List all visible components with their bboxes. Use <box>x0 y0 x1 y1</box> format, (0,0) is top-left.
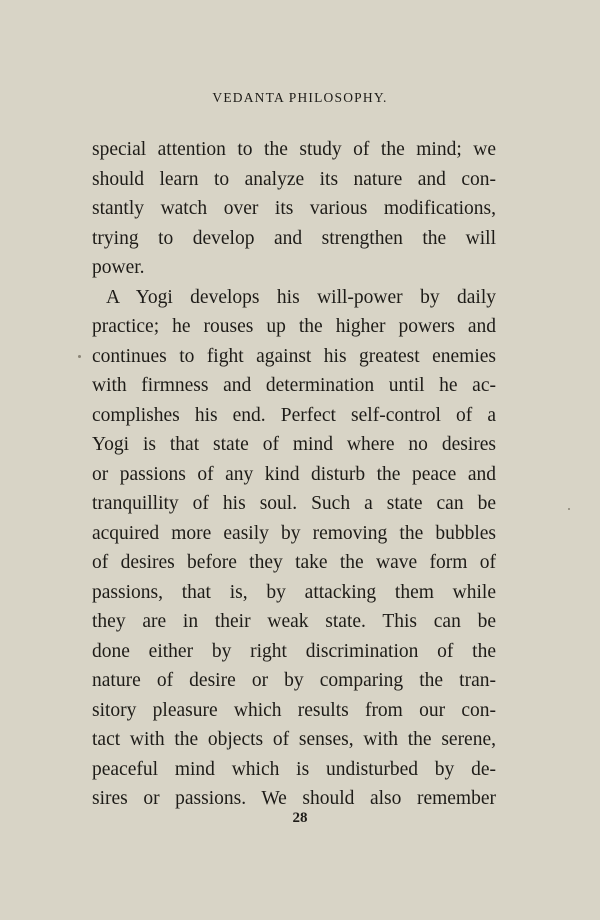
text-line: sires or passions. We should also remember <box>92 788 496 809</box>
page-number: 28 <box>292 810 308 826</box>
text-line: with firmness and determination until he ac- <box>92 375 496 396</box>
text-line: done either by right discrimination of the <box>92 640 496 662</box>
scan-speck <box>568 508 570 510</box>
text-line: sitory pleasure which results from our con- <box>92 699 496 721</box>
text-line: peaceful mind which is undisturbed by de- <box>92 758 496 780</box>
text-line: acquired more easily by removing the bubbles <box>92 522 496 544</box>
text-line: should learn to analyze its nature and con- <box>92 168 496 190</box>
running-header: VEDANTA PHILOSOPHY. <box>212 90 388 105</box>
body-text <box>92 135 496 814</box>
text-line: of desires before they take the wave form of <box>92 552 496 573</box>
text-line: tact with the objects of senses, with the serene, <box>92 729 496 750</box>
text-line: they are in their weak state. This can be <box>92 611 496 632</box>
text-line: nature of desire or by comparing the tran- <box>92 670 496 691</box>
text-line: trying to develop and strengthen the will <box>92 227 496 249</box>
text-line: power. <box>92 257 145 278</box>
text-line: passions, that is, by attacking them while <box>92 581 496 603</box>
text-line: continues to fight against his greatest enemies <box>92 345 496 367</box>
text-line: tranquillity of his soul. Such a state can be <box>92 493 496 514</box>
scan-speck <box>78 355 81 358</box>
text-line: complishes his end. Perfect self-control of a <box>92 404 496 426</box>
text-line: A Yogi develops his will-power by daily <box>106 286 496 308</box>
text-line: stantly watch over its various modifications, <box>92 198 496 219</box>
text-line: practice; he rouses up the higher powers and <box>92 316 496 337</box>
text-line: Yogi is that state of mind where no desires <box>92 434 496 455</box>
text-line: special attention to the study of the mind; we <box>92 139 496 160</box>
text-line: or passions of any kind disturb the peace and <box>92 463 496 485</box>
